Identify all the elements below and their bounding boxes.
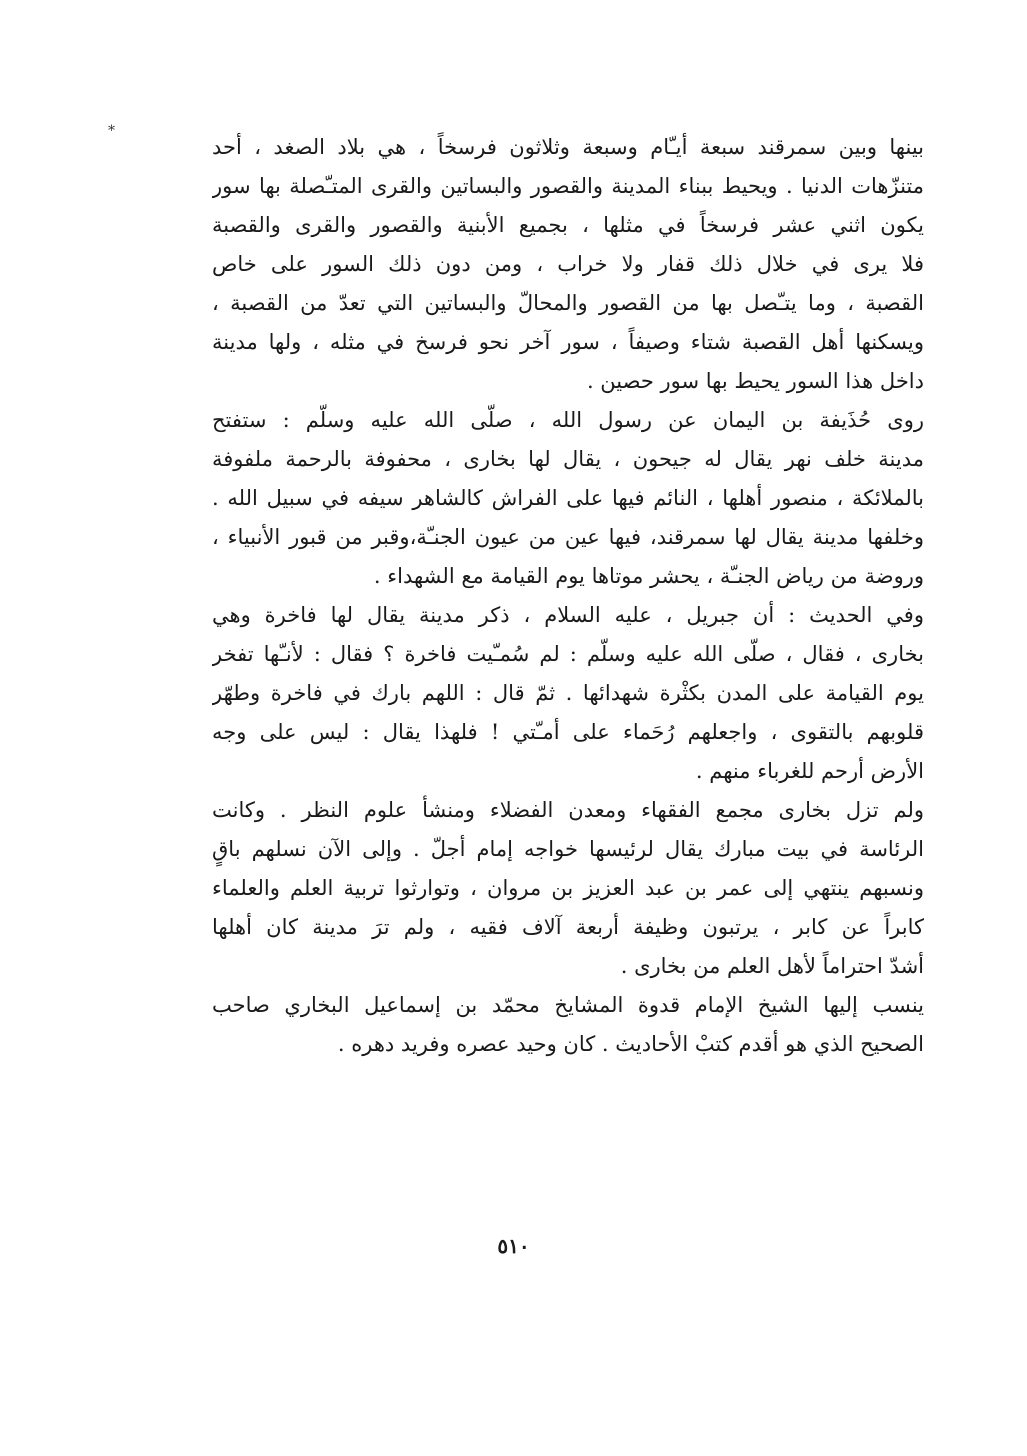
paragraph [212, 128, 924, 401]
text-line: الصحيح الذي هو أقدم كتبْ الأحاديث . كان وحيد عصره وفريد دهره . [337, 1032, 924, 1056]
text-line: قلوبهم بالتقوى ، واجعلهم رُحَماء على أمـّتي ! فلهذا يقال : ليس على وجه [212, 720, 924, 744]
page-number: ٥١٠ [497, 1234, 530, 1258]
text-line: الرئاسة في بيت مبارك يقال لرئيسها خواجه إمام أجلّ . وإلى الآن نسلهم باقٍ [212, 837, 924, 861]
text-line: القصبة ، وما يتـّصل بها من القصور والمحالّ والبساتين التي تعدّ من القصبة ، [212, 291, 924, 315]
text-line: مدينة خلف نهر يقال له جيحون ، يقال لها بخارى ، محفوفة بالرحمة ملفوفة [212, 447, 924, 471]
text-line: وفي الحديث : أن جبريل ، عليه السلام ، ذكر مدينة يقال لها فاخرة وهي [212, 603, 924, 627]
text-line: فلا يرى في خلال ذلك قفار ولا خراب ، ومن دون ذلك السور على خاص [212, 252, 924, 276]
text-line: ويسكنها أهل القصبة شتاء وصيفاً ، سور آخر نحو فرسخ في مثله ، ولها مدينة [212, 330, 924, 354]
corner-mark: * [108, 123, 115, 139]
text-line: متنزّهات الدنيا . ويحيط ببناء المدينة والقصور والبساتين والقرى المتـّصلة بها سور [212, 174, 924, 198]
text-line: أشدّ احتراماً لأهل العلم من بخارى . [620, 954, 924, 978]
text-line: ولم تزل بخارى مجمع الفقهاء ومعدن الفضلاء ومنشأ علوم النظر . وكانت [212, 798, 924, 822]
text-line: بالملائكة ، منصور أهلها ، النائم فيها على الفراش كالشاهر سيفه في سبيل الله . [212, 486, 924, 510]
paragraph [212, 596, 924, 791]
text-line: بخارى ، فقال ، صلّى الله عليه وسلّم : لم سُمـّيت فاخرة ؟ فقال : لأنـّها تفخر [212, 642, 924, 666]
paragraph [212, 791, 924, 986]
paragraph [212, 986, 924, 1064]
text-line: ينسب إليها الشيخ الإمام قدوة المشايخ محمّد بن إسماعيل البخاري صاحب [212, 993, 924, 1017]
text-line: داخل هذا السور يحيط بها سور حصين . [586, 369, 924, 393]
text-line: ونسبهم ينتهي إلى عمر بن عبد العزيز بن مروان ، وتوارثوا تربية العلم والعلماء [212, 876, 924, 900]
page-body [212, 128, 924, 1064]
text-line: يوم القيامة على المدن بكثْرة شهدائها . ثمّ قال : اللهم بارك في فاخرة وطهّر [212, 681, 924, 705]
paragraph [212, 401, 924, 596]
text-line: وروضة من رياض الجنـّة ، يحشر موتاها يوم القيامة مع الشهداء . [373, 564, 924, 588]
text-line: بينها وبين سمرقند سبعة أيـّام وسبعة وثلاثون فرسخاً ، هي بلاد الصغد ، أحد [212, 135, 924, 159]
text-line: روى حُذَيفة بن اليمان عن رسول الله ، صلّى الله عليه وسلّم : ستفتح [212, 408, 924, 432]
text-line: الأرض أرحم للغرباء منهم . [695, 759, 924, 783]
text-line: كابراً عن كابر ، يرتبون وظيفة أربعة آلاف فقيه ، ولم ترَ مدينة كان أهلها [212, 915, 924, 939]
text-line: يكون اثني عشر فرسخاً في مثلها ، بجميع الأبنية والقصور والقرى والقصبة [212, 213, 924, 237]
text-line: وخلفها مدينة يقال لها سمرقند، فيها عين من عيون الجنـّة،وقبر من قبور الأنبياء ، [212, 525, 924, 549]
